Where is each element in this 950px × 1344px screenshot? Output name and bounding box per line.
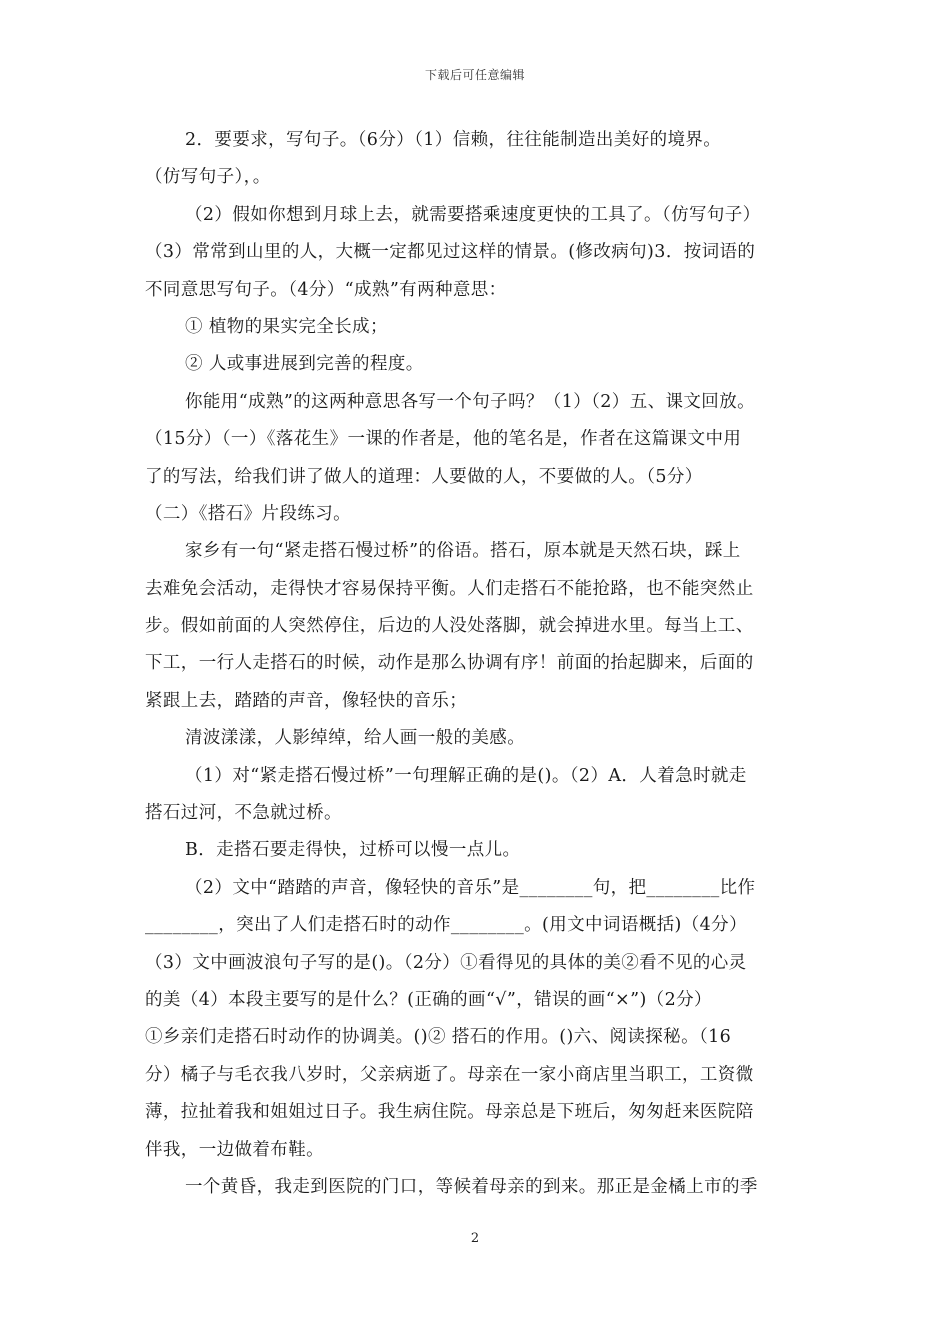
text-line: 紧跟上去，踏踏的声音，像轻快的音乐； [145,690,468,711]
text-line: 下工，一行人走搭石的时候，动作是那么协调有序！前面的抬起脚来，后面的 [145,653,754,674]
text-line: 步。假如前面的人突然停住，后边的人没处落脚，就会掉进水里。每当上工、 [145,616,754,637]
text-line: ② 人或事进展到完善的程度。 [185,354,424,375]
text-line: 了的写法，给我们讲了做人的道理：人要做的人，不要做的人。（5分） [145,466,703,487]
text-line: （2）假如你想到月球上去，就需要搭乘速度更快的工具了。（仿写句子） [185,204,761,225]
text-line: （3）文中画波浪句子写的是()。（2分）①看得见的具体的美②看不见的心灵 [145,952,747,973]
document-body [145,122,810,1206]
text-line: ①乡亲们走搭石时动作的协调美。()② 搭石的作用。()六、阅读探秘。（16 [145,1027,732,1048]
text-line: 家乡有一句“紧走搭石慢过桥”的俗语。搭石，原本就是天然石块，踩上 [185,541,741,562]
text-line: （15分）（一）《落花生》一课的作者是，他的笔名是，作者在这篇课文中用 [145,429,742,450]
text-line: （3）常常到山里的人，大概一定都见过这样的情景。(修改病句)3．按词语的 [145,242,756,263]
text-line: （二）《搭石》片段练习。 [145,503,352,524]
text-line: B．走搭石要走得快，过桥可以慢一点儿。 [185,840,521,861]
text-line: （1）对“紧走搭石慢过桥”一句理解正确的是()。（2）A．人着急时就走 [185,765,747,786]
text-line: 搭石过河，不急就过桥。 [145,803,342,824]
text-line: ① 植物的果实完全长成； [185,316,388,337]
page-number: 2 [470,1231,480,1246]
text-line: 你能用“成熟”的这两种意思各写一个句子吗？（1）（2）五、课文回放。 [185,391,756,412]
text-line: （2）文中“踏踏的声音，像轻快的音乐”是________句，把________比作 [185,877,756,898]
text-line: 伴我，一边做着布鞋。 [145,1139,324,1160]
text-line: 清波漾漾，人影绰绰，给人画一般的美感。 [185,728,526,749]
text-line: 不同意思写句子。（4分）“成熟”有两种意思： [145,279,507,300]
text-line: 的美（4）本段主要写的是什么？(正确的画“√”，错误的画“×”)（2分） [145,989,712,1010]
text-line: 一个黄昏，我走到医院的门口，等候着母亲的到来。那正是金橘上市的季 [185,1176,758,1197]
page-header: 下载后可任意编辑 [424,68,525,82]
text-line: ________，突出了人们走搭石时的动作________。(用文中词语概括)（4分） [145,915,747,936]
text-line: 2．要要求，写句子。（6分）（1）信赖，往往能制造出美好的境界。 [185,130,722,150]
text-line: （仿写句子），。 [145,167,271,188]
text-line: 分）橘子与毛衣我八岁时，父亲病逝了。母亲在一家小商店里当职工，工资微 [145,1064,754,1085]
text-line: 薄，拉扯着我和姐姐过日子。我生病住院。母亲总是下班后，匆匆赶来医院陪 [145,1102,754,1123]
text-line: 去难免会活动，走得快才容易保持平衡。人们走搭石不能抢路，也不能突然止 [145,578,754,599]
